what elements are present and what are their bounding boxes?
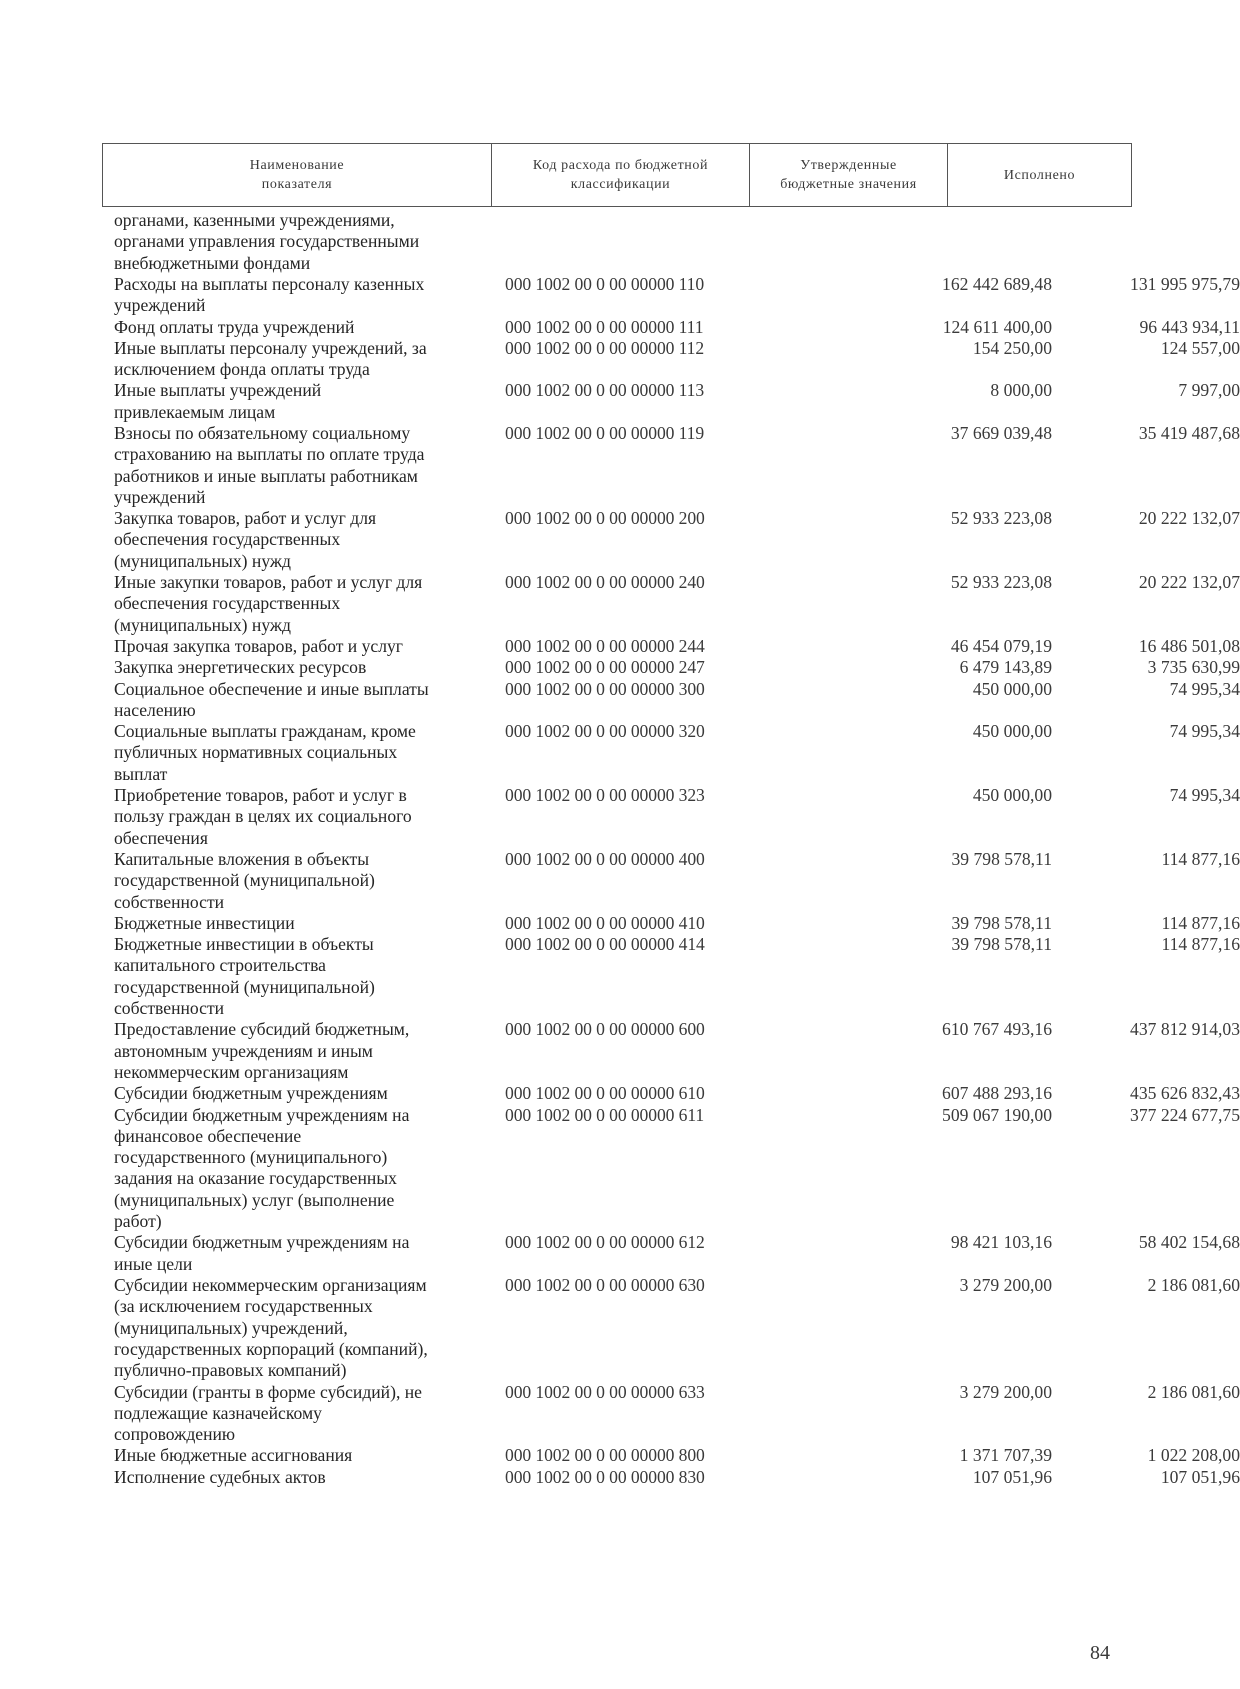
row-code: 000 1002 00 0 00 00000 110 bbox=[505, 273, 705, 294]
row-name-line: публичных нормативных социальных bbox=[114, 742, 398, 763]
header-name-line: показателя bbox=[261, 177, 333, 192]
table-row bbox=[114, 210, 1134, 273]
row-executed: 58 402 154,68 bbox=[1138, 1232, 1240, 1253]
table-row bbox=[114, 1083, 1240, 1106]
row-code: 000 1002 00 0 00 00000 244 bbox=[505, 636, 705, 656]
row-name bbox=[114, 317, 494, 338]
table-row bbox=[114, 1019, 1240, 1082]
row-name-line: Взносы по обязательному социальному bbox=[114, 423, 411, 443]
row-approved: 46 454 079,19 bbox=[950, 636, 1052, 656]
row-executed: 35 419 487,68 bbox=[1138, 423, 1240, 443]
row-name-line: выплат bbox=[114, 763, 168, 784]
page-number: 84 bbox=[1090, 1642, 1110, 1664]
row-name-line: обеспечения bbox=[114, 827, 208, 848]
header-approved-line: Утвержденные bbox=[800, 158, 897, 173]
row-approved: 37 669 039,48 bbox=[950, 423, 1052, 443]
table-row bbox=[114, 1232, 1240, 1274]
row-approved: 450 000,00 bbox=[972, 678, 1052, 699]
table-row bbox=[114, 1445, 1240, 1468]
row-name-line: привлекаемым лицам bbox=[114, 401, 276, 422]
header-code bbox=[492, 144, 750, 206]
row-executed: 114 877,16 bbox=[1161, 912, 1240, 933]
row-name bbox=[114, 721, 494, 785]
row-executed: 74 995,34 bbox=[1169, 721, 1240, 742]
table-row bbox=[114, 273, 1240, 316]
row-name-line: Капитальные вложения в объекты bbox=[114, 849, 370, 869]
table-row bbox=[114, 380, 1240, 422]
row-name-line: Предоставление субсидий бюджетным, bbox=[114, 1019, 410, 1040]
table-row bbox=[114, 657, 1240, 680]
row-code: 000 1002 00 0 00 00000 612 bbox=[505, 1232, 705, 1253]
row-code: 000 1002 00 0 00 00000 300 bbox=[505, 678, 705, 699]
row-name-line: задания на оказание государственных bbox=[114, 1168, 397, 1189]
row-name-line: (за исключением государственных bbox=[114, 1296, 373, 1317]
row-name-line: государственной (муниципальной) bbox=[114, 870, 375, 891]
row-code: 000 1002 00 0 00 00000 200 bbox=[505, 508, 705, 529]
table-row bbox=[114, 785, 1240, 848]
row-name bbox=[114, 1019, 494, 1083]
row-name bbox=[114, 1232, 494, 1275]
header-executed bbox=[948, 144, 1131, 206]
row-name-line: Приобретение товаров, работ и услуг в bbox=[114, 785, 407, 806]
row-name bbox=[114, 1083, 494, 1104]
row-code: 000 1002 00 0 00 00000 633 bbox=[505, 1381, 705, 1402]
row-approved: 610 767 493,16 bbox=[942, 1019, 1052, 1040]
row-approved: 39 798 578,11 bbox=[951, 934, 1052, 955]
row-approved: 509 067 190,00 bbox=[942, 1104, 1052, 1125]
row-code: 000 1002 00 0 00 00000 113 bbox=[505, 380, 705, 401]
table-row bbox=[114, 934, 1240, 1019]
row-name-line: страхованию на выплаты по оплате труда bbox=[114, 444, 425, 465]
row-executed: 74 995,34 bbox=[1169, 785, 1240, 806]
row-name-line: органами управления государственными bbox=[114, 231, 420, 252]
row-name-line: Субсидии бюджетным учреждениям bbox=[114, 1083, 388, 1104]
row-name-line: государственного (муниципального) bbox=[114, 1147, 388, 1168]
row-executed: 7 997,00 bbox=[1178, 380, 1240, 401]
row-name-line: государственной (муниципальной) bbox=[114, 976, 375, 997]
row-name bbox=[114, 636, 494, 657]
row-executed: 131 995 975,79 bbox=[1130, 273, 1240, 294]
table-row bbox=[114, 508, 1240, 571]
row-code: 000 1002 00 0 00 00000 112 bbox=[505, 337, 705, 358]
row-name bbox=[114, 380, 494, 423]
row-approved: 52 933 223,08 bbox=[950, 508, 1052, 529]
row-executed: 377 224 677,75 bbox=[1130, 1104, 1240, 1125]
row-approved: 107 051,96 bbox=[972, 1466, 1052, 1487]
row-name-line: Субсидии бюджетным учреждениям на bbox=[114, 1104, 410, 1125]
row-name-line: автономным учреждениям и иным bbox=[114, 1040, 373, 1061]
row-approved: 39 798 578,11 bbox=[951, 849, 1052, 869]
row-name bbox=[114, 934, 494, 1019]
row-name-line: Фонд оплаты труда учреждений bbox=[114, 316, 355, 337]
row-name-line: обеспечения государственных bbox=[114, 593, 341, 614]
row-executed: 2 186 081,60 bbox=[1147, 1381, 1240, 1402]
row-name bbox=[114, 785, 494, 849]
row-name-line: обеспечения государственных bbox=[114, 529, 341, 550]
row-code: 000 1002 00 0 00 00000 320 bbox=[505, 721, 705, 742]
row-name bbox=[114, 1105, 494, 1233]
row-name bbox=[114, 572, 494, 636]
row-name-line: капитального строительства bbox=[114, 955, 326, 976]
row-executed: 3 735 630,99 bbox=[1147, 657, 1240, 678]
row-name-line: населению bbox=[114, 699, 196, 720]
row-approved: 3 279 200,00 bbox=[959, 1275, 1052, 1295]
header-code-line: классификации bbox=[570, 177, 671, 192]
row-name-line: внебюджетными фондами bbox=[114, 252, 311, 273]
row-approved: 450 000,00 bbox=[972, 785, 1052, 806]
table-row bbox=[114, 721, 1240, 784]
row-name-line: Бюджетные инвестиции в объекты bbox=[114, 934, 374, 955]
row-name bbox=[114, 849, 494, 913]
row-approved: 607 488 293,16 bbox=[942, 1083, 1052, 1104]
row-name-line: исключением фонда оплаты труда bbox=[114, 359, 370, 380]
table-row bbox=[114, 678, 1240, 720]
row-approved: 154 250,00 bbox=[972, 337, 1052, 358]
row-name-line: собственности bbox=[114, 998, 225, 1019]
row-name-line: органами, казенными учреждениями, bbox=[114, 210, 395, 230]
row-name-line: Прочая закупка товаров, работ и услуг bbox=[114, 636, 404, 656]
row-executed: 114 877,16 bbox=[1161, 934, 1240, 955]
row-name bbox=[114, 657, 494, 678]
row-approved: 98 421 103,16 bbox=[950, 1232, 1052, 1253]
row-name bbox=[114, 210, 494, 274]
row-name-line: Субсидии (гранты в форме субсидий), не bbox=[114, 1381, 422, 1402]
row-code: 000 1002 00 0 00 00000 610 bbox=[505, 1083, 705, 1104]
row-executed: 96 443 934,11 bbox=[1139, 316, 1240, 337]
row-name-line: (муниципальных) нужд bbox=[114, 550, 292, 571]
row-code: 000 1002 00 0 00 00000 323 bbox=[505, 785, 705, 806]
row-code: 000 1002 00 0 00 00000 414 bbox=[505, 934, 705, 955]
row-name-line: (муниципальных) нужд bbox=[114, 614, 292, 635]
table-row bbox=[114, 912, 1240, 936]
row-approved: 39 798 578,11 bbox=[951, 912, 1052, 933]
table-row bbox=[114, 337, 1240, 380]
row-code: 000 1002 00 0 00 00000 830 bbox=[505, 1466, 705, 1487]
row-name bbox=[114, 338, 494, 381]
row-name-line: Субсидии некоммерческим организациям bbox=[114, 1275, 427, 1295]
row-name bbox=[114, 679, 494, 722]
row-name-line: Субсидии бюджетным учреждениям на bbox=[114, 1232, 410, 1253]
row-executed: 107 051,96 bbox=[1160, 1466, 1240, 1487]
row-code: 000 1002 00 0 00 00000 400 bbox=[505, 849, 705, 869]
row-executed: 124 557,00 bbox=[1160, 337, 1240, 358]
table-row bbox=[114, 572, 1240, 635]
table-row bbox=[114, 849, 1240, 912]
row-approved: 162 442 689,48 bbox=[942, 273, 1052, 294]
header-approved-line: бюджетные значения bbox=[780, 177, 917, 192]
row-code: 000 1002 00 0 00 00000 247 bbox=[505, 657, 705, 678]
row-name-line: Закупка товаров, работ и услуг для bbox=[114, 508, 377, 529]
row-name bbox=[114, 423, 494, 508]
row-approved: 1 371 707,39 bbox=[959, 1445, 1052, 1466]
row-name-line: работ) bbox=[114, 1211, 162, 1232]
header-code-line: Код расхода по бюджетной bbox=[532, 158, 709, 173]
row-name-line: Социальные выплаты гражданам, кроме bbox=[114, 721, 416, 742]
row-approved: 3 279 200,00 bbox=[959, 1381, 1052, 1402]
row-name-line: учреждений bbox=[114, 486, 206, 507]
row-code: 000 1002 00 0 00 00000 119 bbox=[505, 423, 705, 443]
row-executed: 20 222 132,07 bbox=[1138, 508, 1240, 529]
row-name bbox=[114, 508, 494, 572]
row-name-line: Расходы на выплаты персоналу казенных bbox=[114, 273, 425, 294]
row-code: 000 1002 00 0 00 00000 630 bbox=[505, 1275, 705, 1295]
header-executed-line: Исполнено bbox=[1003, 167, 1076, 183]
row-executed: 435 626 832,43 bbox=[1130, 1083, 1240, 1104]
row-code: 000 1002 00 0 00 00000 410 bbox=[505, 912, 705, 933]
table-row bbox=[114, 636, 1240, 659]
row-name-line: учреждений bbox=[114, 295, 206, 316]
table-row bbox=[114, 1381, 1240, 1445]
row-approved: 124 611 400,00 bbox=[942, 316, 1052, 337]
row-approved: 8 000,00 bbox=[990, 380, 1052, 401]
row-code: 000 1002 00 0 00 00000 240 bbox=[505, 572, 705, 593]
row-name-line: работников и иные выплаты работникам bbox=[114, 465, 418, 486]
table-header bbox=[102, 143, 1132, 207]
row-name-line: сопровождению bbox=[114, 1424, 236, 1445]
row-name-line: подлежащие казначейскому bbox=[114, 1402, 322, 1423]
row-name bbox=[114, 1382, 494, 1446]
row-approved: 52 933 223,08 bbox=[950, 572, 1052, 593]
row-name-line: Социальное обеспечение и иные выплаты bbox=[114, 678, 429, 699]
row-name-line: Иные бюджетные ассигнования bbox=[114, 1445, 353, 1466]
row-name-line: Иные выплаты персоналу учреждений, за bbox=[114, 337, 427, 358]
row-name-line: Иные закупки товаров, работ и услуг для bbox=[114, 572, 423, 593]
row-approved: 6 479 143,89 bbox=[959, 657, 1052, 678]
row-name-line: (муниципальных) учреждений, bbox=[114, 1317, 348, 1338]
table-row bbox=[114, 423, 1240, 507]
table-row bbox=[114, 1466, 1240, 1490]
row-name-line: иные цели bbox=[114, 1253, 193, 1274]
row-executed: 20 222 132,07 bbox=[1138, 572, 1240, 593]
header-approved bbox=[750, 144, 948, 206]
row-executed: 437 812 914,03 bbox=[1130, 1019, 1240, 1040]
row-code: 000 1002 00 0 00 00000 611 bbox=[505, 1104, 705, 1125]
row-code: 000 1002 00 0 00 00000 800 bbox=[505, 1445, 705, 1466]
row-name-line: пользу граждан в целях их социального bbox=[114, 806, 412, 827]
row-executed: 74 995,34 bbox=[1169, 678, 1240, 699]
row-name-line: публично-правовых компаний) bbox=[114, 1360, 347, 1381]
header-name bbox=[103, 144, 492, 206]
header-name-line: Наименование bbox=[249, 158, 345, 173]
row-name-line: Иные выплаты учреждений bbox=[114, 380, 322, 401]
row-name bbox=[114, 913, 494, 934]
row-code: 000 1002 00 0 00 00000 600 bbox=[505, 1019, 705, 1040]
row-name bbox=[114, 1275, 494, 1381]
row-name-line: собственности bbox=[114, 891, 225, 912]
row-code: 000 1002 00 0 00 00000 111 bbox=[505, 316, 704, 337]
row-name-line: Бюджетные инвестиции bbox=[114, 912, 295, 933]
row-executed: 1 022 208,00 bbox=[1147, 1445, 1240, 1466]
row-executed: 16 486 501,08 bbox=[1138, 636, 1240, 656]
row-executed: 2 186 081,60 bbox=[1147, 1275, 1240, 1295]
row-name-line: (муниципальных) услуг (выполнение bbox=[114, 1189, 395, 1210]
row-name-line: некоммерческим организациям bbox=[114, 1061, 349, 1082]
row-approved: 450 000,00 bbox=[972, 721, 1052, 742]
table-row bbox=[114, 316, 1240, 340]
table-row bbox=[114, 1104, 1240, 1232]
table-row bbox=[114, 1275, 1240, 1381]
row-name-line: Закупка энергетических ресурсов bbox=[114, 657, 367, 678]
row-name-line: финансовое обеспечение bbox=[114, 1125, 302, 1146]
row-name bbox=[114, 1467, 494, 1488]
row-name-line: государственных корпораций (компаний), bbox=[114, 1338, 428, 1359]
row-name bbox=[114, 1445, 494, 1466]
row-name bbox=[114, 274, 494, 317]
row-name-line: Исполнение судебных актов bbox=[114, 1466, 326, 1487]
row-executed: 114 877,16 bbox=[1161, 849, 1240, 869]
